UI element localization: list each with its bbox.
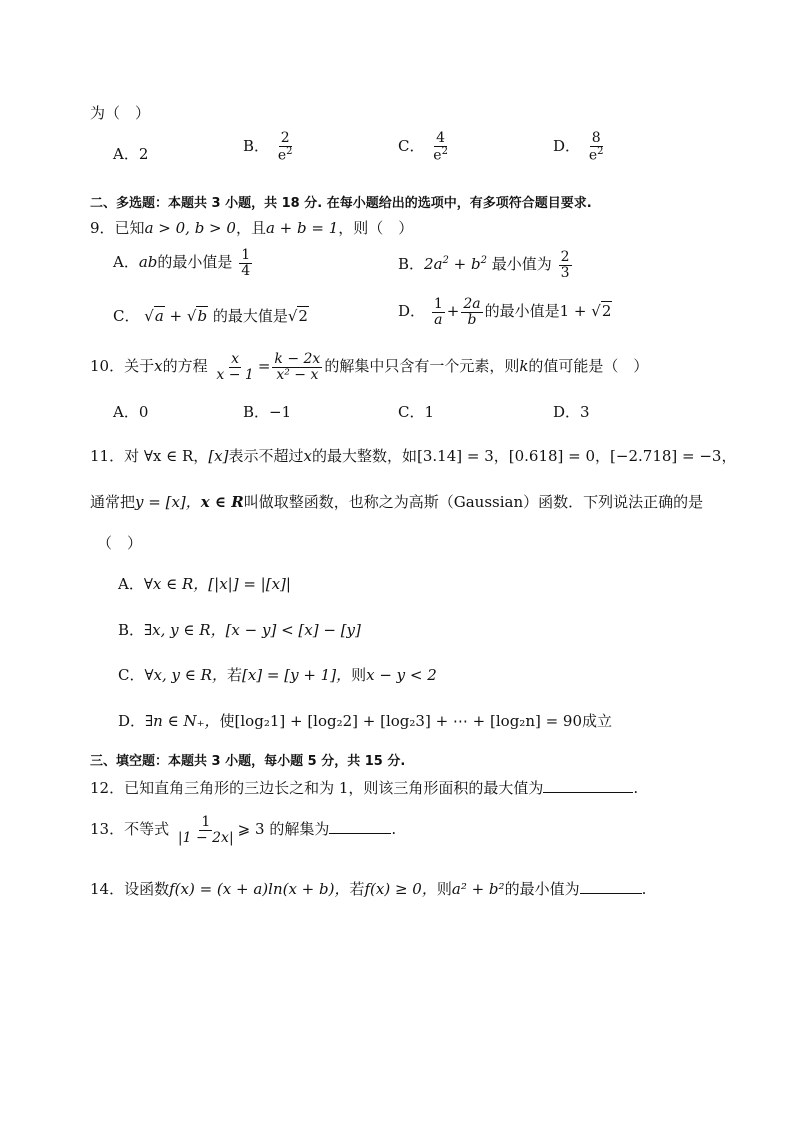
question-number: 14． (90, 880, 125, 898)
fraction (587, 131, 606, 163)
q11-option-b[interactable]: B．∃x, y ∈ R，[x − y] < [x] − [y] (118, 621, 361, 639)
q13: 13．不等式 $\frac{1}{|1 - 2x|}$ ⩾ 3 的解集为 . (90, 814, 397, 846)
option-value: 2 (138, 145, 149, 163)
q11-stem-line1: 11．对 ∀x ∈ R，[x]表示不超过x的最大整数，如[3.14] = 3，[0.618] = 0，[−2.718] = −3， (90, 447, 737, 465)
denominator: $e^2$ (277, 145, 293, 164)
answer-blank[interactable] (580, 892, 642, 894)
numerator: 2 (280, 130, 290, 146)
q10-stem: 10．关于x的方程 $\frac{x}{x - 1}$ = $\frac{k - 2x}{\text{x² − x}}$ 的解集中只含有一个元素，则k的值可能是（ ） (90, 351, 649, 383)
denominator: $e^2$ (588, 145, 604, 164)
question-number: 9． (90, 219, 115, 237)
q10-option-a[interactable]: A．0 (113, 403, 149, 421)
q9-option-d[interactable]: D． $\frac{1}{a}$ + $\frac{2a}{b}$ 的最小值是1 + √2 (398, 296, 612, 328)
q9-option-a[interactable]: A．ab的最小值是 $\frac{1}{4}$ (113, 247, 251, 279)
q8-option-a[interactable] (113, 143, 148, 164)
question-number: 12． (90, 779, 125, 797)
q11-option-c[interactable]: C．∀x, y ∈ R，若[x] = [y + 1]，则x − y < 2 (118, 666, 437, 684)
q10-option-b[interactable]: B．−1 (243, 403, 292, 421)
q11-option-a[interactable]: A．∀x ∈ R，[|x|] = |[x]| (118, 575, 291, 593)
q8-option-d[interactable] (553, 131, 607, 163)
option-label: C． (398, 137, 425, 156)
q8-tail: 为（ ） (90, 104, 151, 122)
q10-option-d[interactable]: D．3 (553, 403, 590, 421)
q11-option-d[interactable]: D．∃n ∈ N₊，使[log₂1] + [log₂2] + [log₂3] + ⋯ + [log₂n] = 90成立 (118, 712, 613, 730)
section2-title: 二、多选题：本题共 3 小题，共 18 分. 在每小题给出的选项中，有多项符合题目要求. (90, 196, 592, 211)
numerator: 8 (591, 130, 601, 146)
q12: 12．已知直角三角形的三边长之和为 1，则该三角形面积的最大值为 . (90, 779, 639, 797)
question-number: 10． (90, 357, 125, 376)
q8-option-c[interactable] (398, 131, 452, 163)
option-label: D． (553, 137, 581, 156)
q9-option-c[interactable]: C． √a + √b 的最大值是√2 (113, 307, 308, 325)
fraction: $\frac{2}{3}$ (560, 249, 570, 281)
fraction (431, 131, 450, 163)
fraction (276, 131, 295, 163)
question-number: 13． (90, 820, 125, 839)
denominator: $e^2$ (433, 145, 448, 164)
answer-blank[interactable] (543, 791, 633, 793)
q9-option-b[interactable]: B．$2a^2 + b^2$ 最小值为 $\frac{2}{3}$ (398, 249, 570, 281)
q11-stem-line3: （ ） (97, 534, 143, 552)
q8-option-b[interactable] (243, 131, 296, 163)
q14: 14．设函数f(x) = (x + a)ln(x + b)，若f(x) ≥ 0，则a² + b²的最小值为 . (90, 880, 647, 898)
numerator: 4 (436, 130, 446, 146)
q10-option-c[interactable]: C．1 (398, 403, 435, 421)
question-number: 11． (90, 447, 125, 465)
answer-blank[interactable] (329, 832, 391, 834)
option-label: B． (243, 137, 270, 156)
fraction: $\frac{1}{4}$ (241, 247, 251, 279)
option-label: A． (113, 145, 139, 163)
q9-stem: 9．已知a > 0, b > 0，且a + b = 1，则（ ） (90, 219, 414, 237)
q11-stem-line2: 通常把y = [x]，x ∈ R叫做取整函数，也称之为高斯（Gaussian）函数．下列说法正确的是 (90, 493, 704, 511)
section3-title: 三、填空题：本题共 3 小题，每小题 5 分，共 15 分. (90, 754, 406, 769)
